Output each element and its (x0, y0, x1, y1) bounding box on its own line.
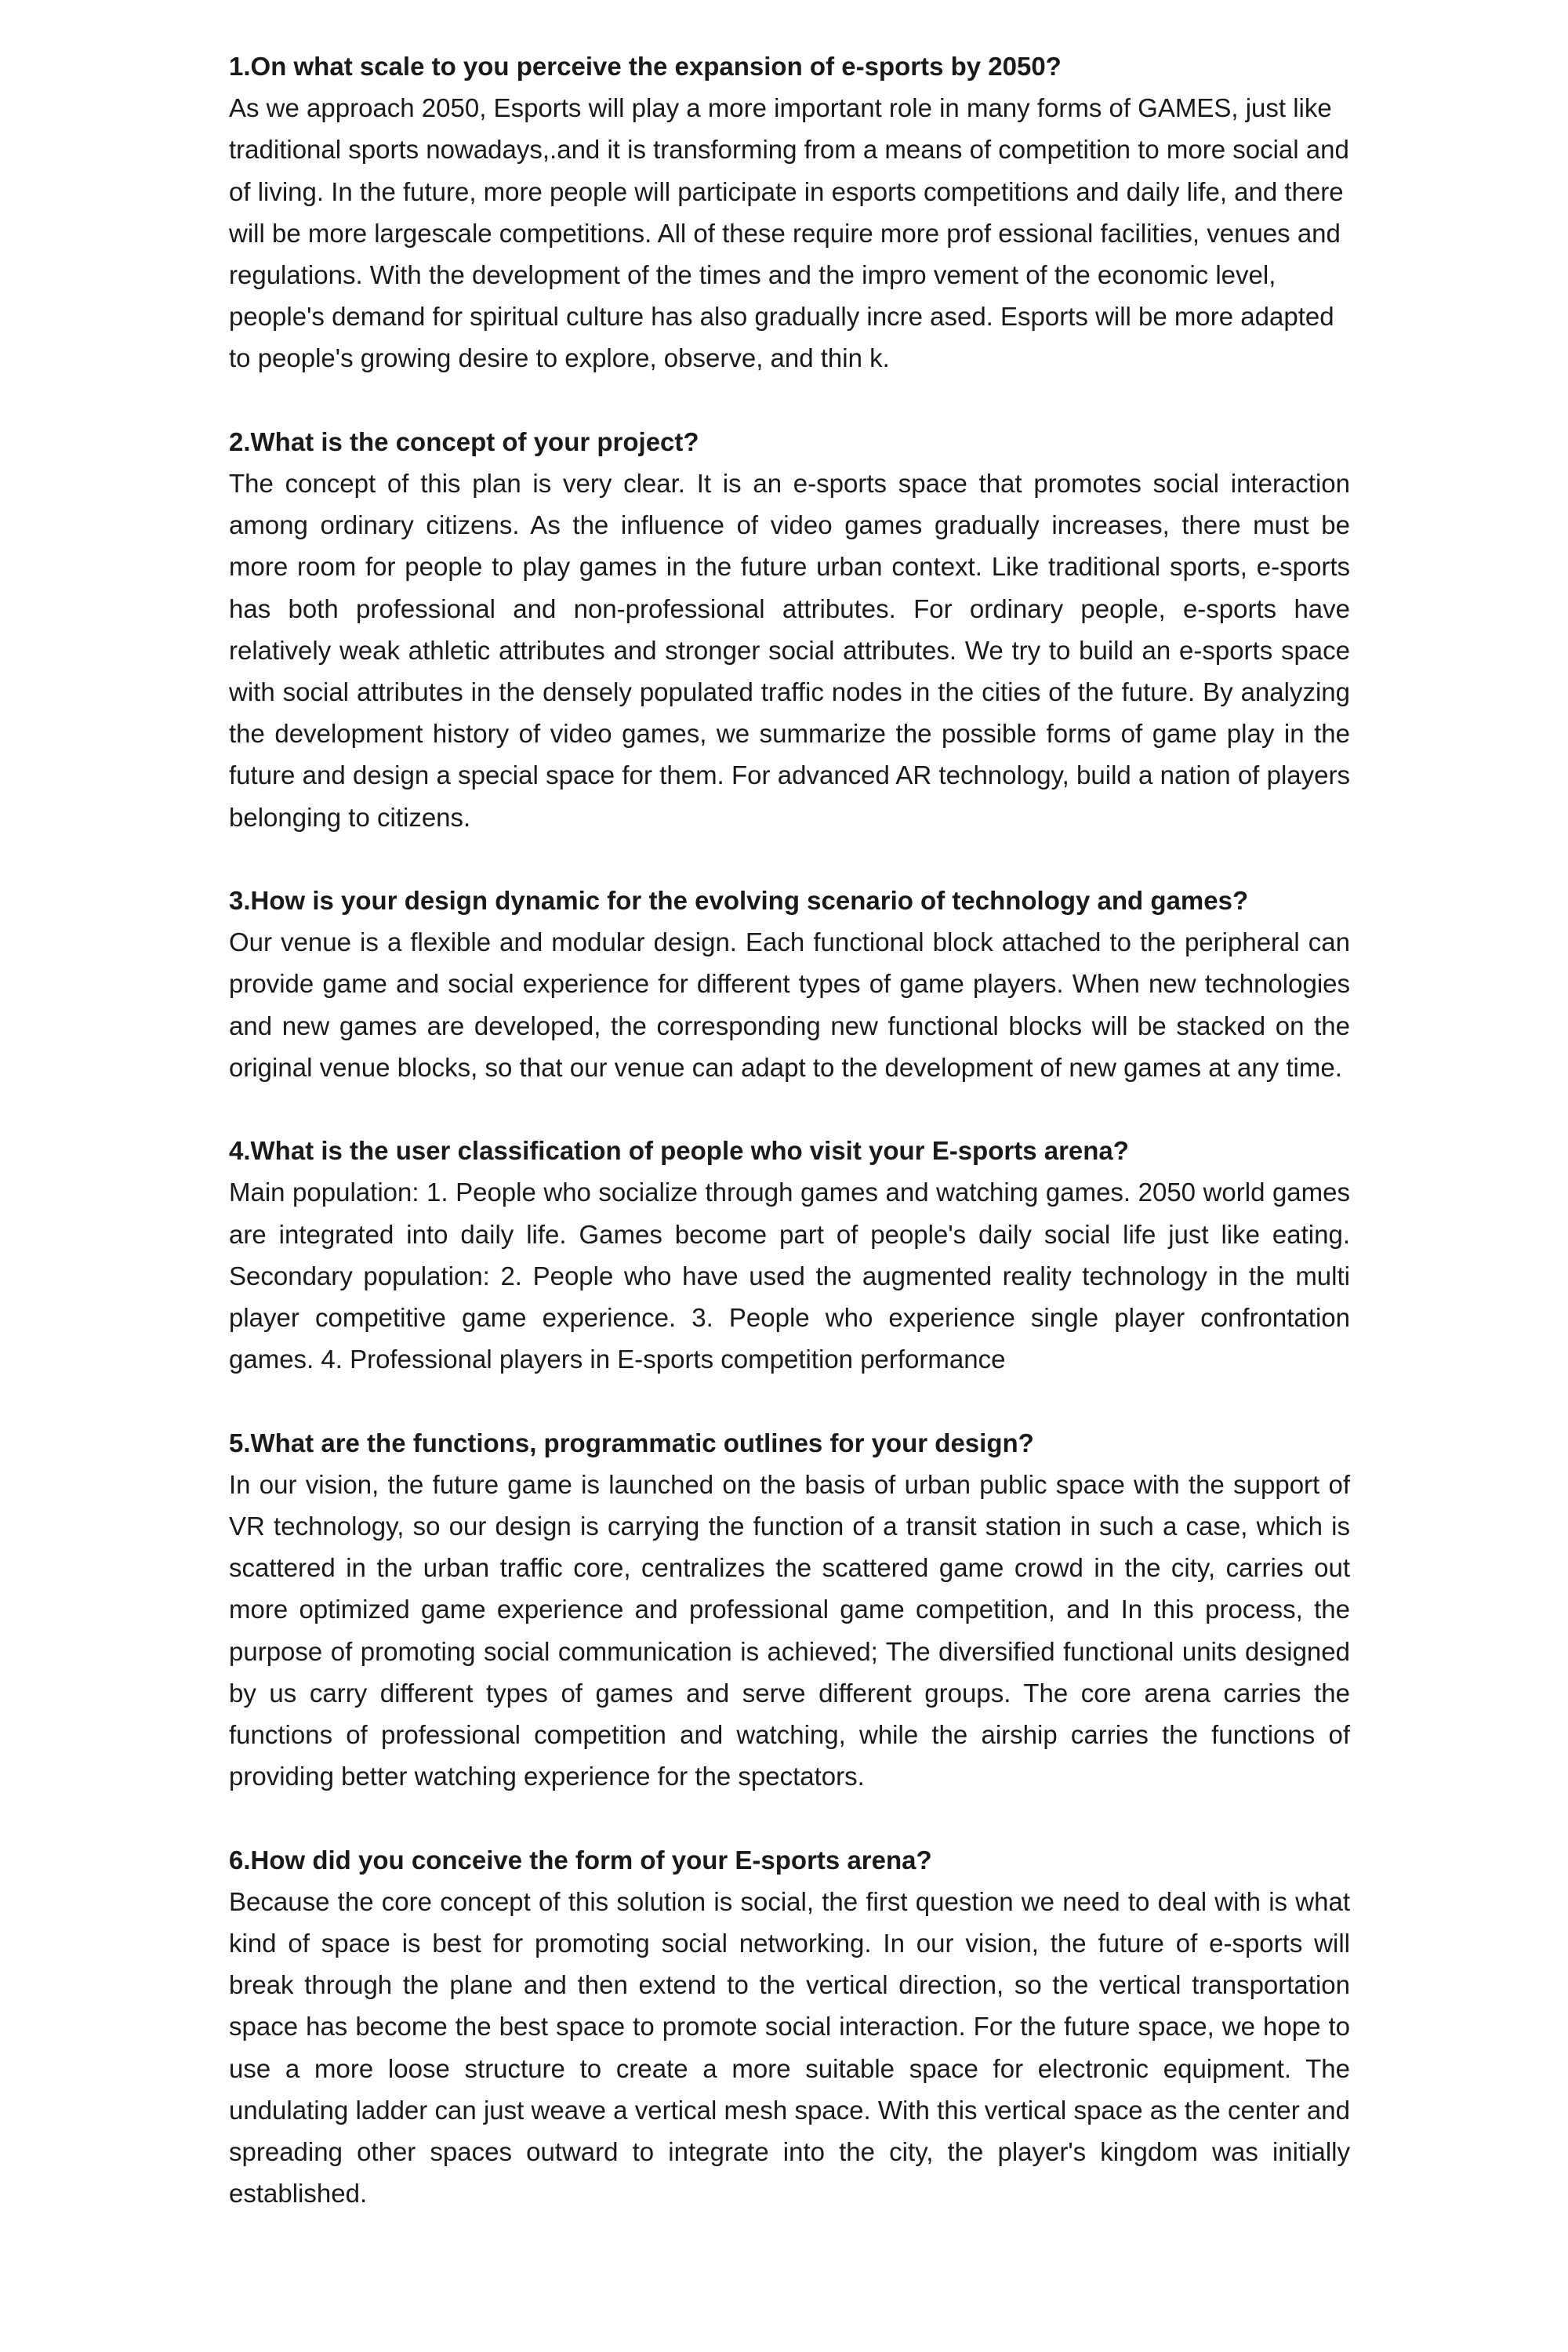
answer-paragraph: As we approach 2050, Esports will play a more important role in many forms of GAMES, just like traditional sports nowadays,.and it is transforming from a means of competition to more social and of living. In the future, more people will participate in esports competitions and daily life, and there will be more largescale competitions. All of these require more prof essional facilities, venues and regulations. With the development of the times and the impro vement of the economic level, people's demand for spiritual culture has also gradually incre ased. Esports will be more adapted to people's growing desire to explore, observe, and thin k. (229, 93, 1349, 373)
question-heading: 1.On what scale to you perceive the expansion of e-sports by 2050? (229, 52, 1062, 81)
question-heading: 4.What is the user classification of people who visit your E-sports arena? (229, 1136, 1129, 1166)
answer-paragraph: In our vision, the future game is launched on the basis of urban public space with the support of VR technology, so our design is carrying the function of a transit station in such a case, which is scattered in the urban traffic core, centralizes the scattered game crowd in the city, carries out more optimized game experience and professional game competition, and In this process, the purpose of promoting social communication is achieved; The diversified functional units designed by us carry different types of games and serve different groups. The core arena carries the functions of professional competition and watching, while the airship carries the functions of providing better watching experience for the spectators. (229, 1469, 1350, 1791)
answer-paragraph: The concept of this plan is very clear. It is an e-sports space that promotes social interaction among ordinary citizens. As the influence of video games gradually increases, there must be more room for people to play games in the future urban context. Like traditional sports, e-sports has both professional and non-professional attributes. For ordinary people, e-sports have relatively weak athletic attributes and stronger social attributes. We try to build an e-sports space with social attributes in the densely populated traffic nodes in the cities of the future. By analyzing the development history of video games, we summarize the possible forms of game play in the future and design a special space for them. For advanced AR technology, build a nation of players belonging to citizens. (229, 469, 1350, 832)
answer-paragraph: Because the core concept of this solution is social, the first question we need to deal with is what kind of space is best for promoting social networking. In our vision, the future of e-sports will break through the plane and then extend to the vertical direction, so the vertical transportation space has become the best space to promote social interaction. For the future space, we hope to use a more loose structure to create a more suitable space for electronic equipment. The undulating ladder can just weave a vertical mesh space. With this vertical space as the center and spreading other spaces outward to integrate into the city, the player's kingdom was initially established. (229, 1886, 1350, 2209)
question-heading: 2.What is the concept of your project? (229, 426, 699, 456)
document-page (229, 45, 1350, 2256)
qa-section-4 (229, 1130, 1350, 1380)
answer-paragraph: Main population: 1. People who socialize through games and watching games. 2050 world games are integrated into daily life. Games become part of people's daily social life just like eating. Secondary population: 2. People who have used the augmented reality technology in the multi player competitive game experience. 3. People who experience single player confrontation games. 4. Professional players in E-sports competition performance (229, 1178, 1350, 1374)
qa-section-1 (229, 45, 1350, 379)
question-heading: 3.How is your design dynamic for the evolving scenario of technology and games? (229, 886, 1249, 916)
qa-section-5 (229, 1422, 1350, 1798)
question-heading: 5.What are the functions, programmatic outlines for your design? (229, 1428, 1034, 1457)
qa-section-3 (229, 880, 1350, 1088)
qa-section-2 (229, 421, 1350, 838)
question-heading: 6.How did you conceive the form of your E-sports arena? (229, 1845, 932, 1875)
qa-section-6 (229, 1839, 1350, 2215)
answer-paragraph: Our venue is a flexible and modular design. Each functional block attached to the peripheral can provide game and social experience for different types of game players. When new technologies and new games are developed, the corresponding new functional blocks will be stacked on the original venue blocks, so that our venue can adapt to the development of new games at any time. (229, 927, 1350, 1082)
